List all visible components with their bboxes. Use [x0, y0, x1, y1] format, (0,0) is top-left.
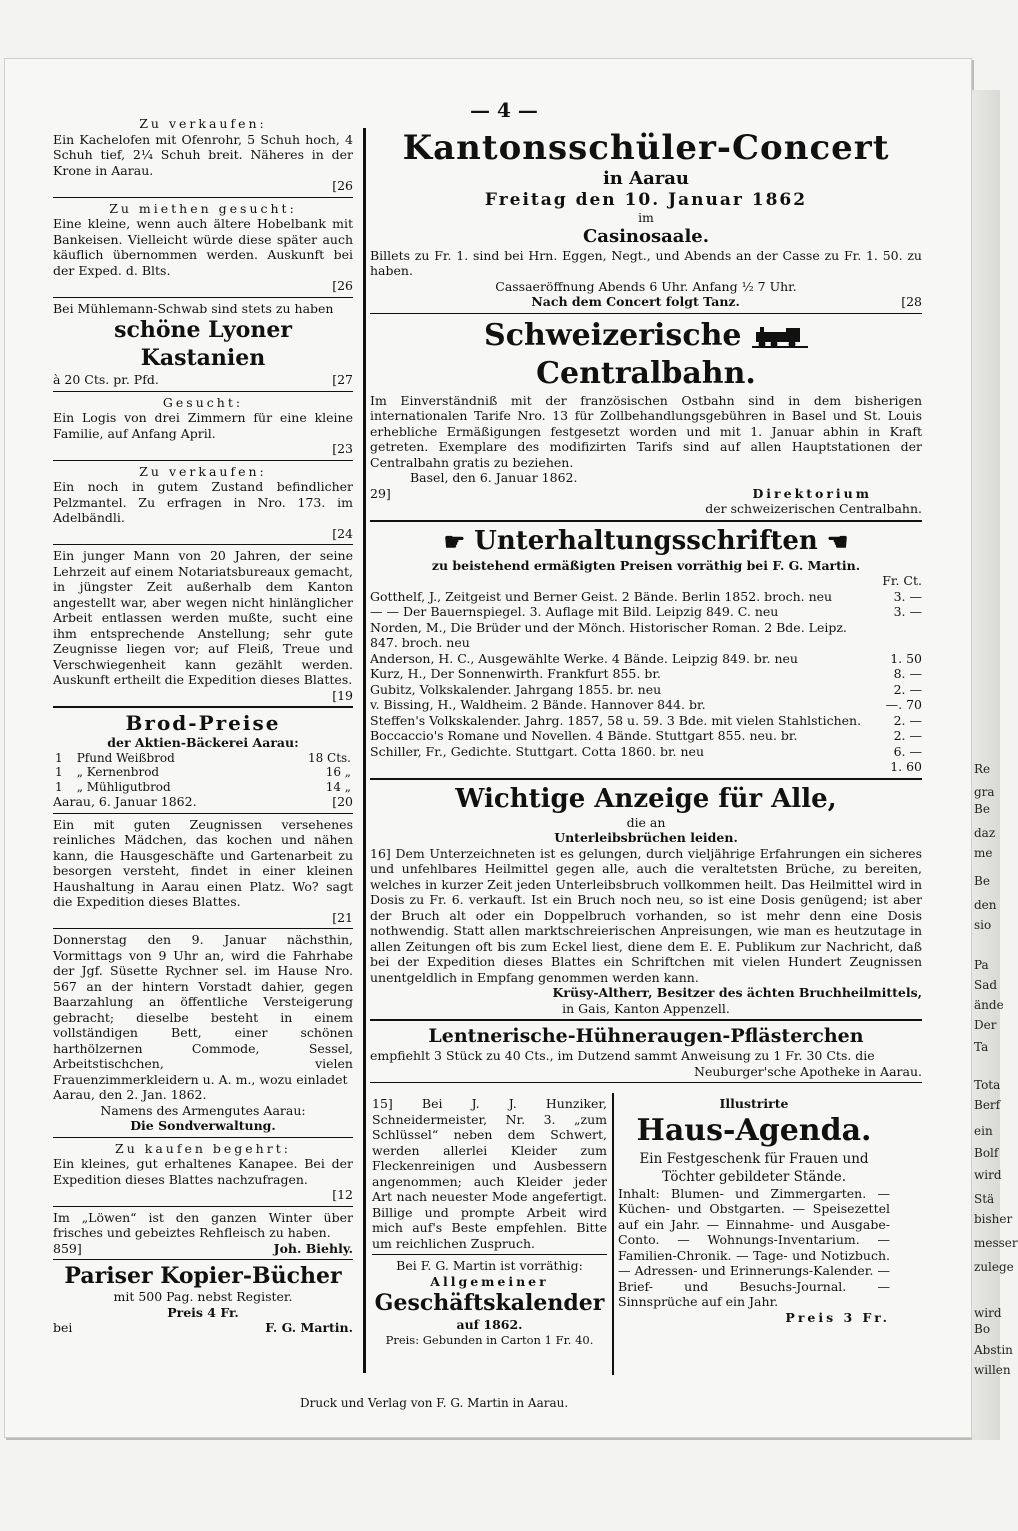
book-title: Norden, M., Die Brüder und der Mönch. Historischer Roman. 2 Bde. Leipz. 847. broch. neu: [370, 619, 847, 650]
book-list: [370, 589, 922, 775]
concert-title: Kantonsschüler-Concert: [402, 128, 890, 168]
adjacent-page-word: ände: [974, 998, 1004, 1012]
bread-price-row: [53, 765, 353, 780]
book-item: [370, 666, 922, 682]
ad-number: 859]: [53, 1240, 82, 1256]
railway-title-right: Centralbahn.: [536, 355, 756, 391]
bread-price-cell: 1: [55, 750, 63, 765]
notice-signature-place: in Gais, Kanton Appenzell.: [562, 1000, 730, 1016]
book-price: 6. —: [893, 743, 922, 759]
ad-heading: Zu miethen gesucht:: [109, 200, 297, 216]
notice-signature: Krüsy-Altherr, Besitzer des ächten Bruchheilmittels,: [552, 985, 922, 1000]
book-title: Gotthelf, J., Zeitgeist und Berner Geist. 2 Bände. Berlin 1852. broch. neu: [370, 588, 833, 604]
adjacent-page-word: wird: [974, 1306, 1002, 1320]
book-title: Boccaccio's Romane und Novellen. 4 Bände. Stuttgart 855. neu. br.: [370, 728, 798, 743]
adjacent-page-word: Tota: [974, 1078, 1001, 1092]
ad-number: [19: [332, 687, 353, 703]
ad-number: [28: [901, 294, 922, 309]
book-item: [370, 620, 922, 651]
ad-text: Donnerstag den 9. Januar nächsthin, Vormittags von 9 Uhr an, wird die Fahrhabe der Jgf. Süsette Rychner sel. im Hause Nro. 567 an der hintern Vorstadt dahier, gegen Baarzahlung an öffentliche Versteigerung gebracht; dieselbe besteht in einem vollständigen Bett, einer schönen harthölzernen Commode, Sessel, Arbeitstischchen, vielen Frauenzimmerkleidern u. A. m., wozu einladet: [53, 932, 353, 1087]
ad-number: 29]: [370, 485, 391, 501]
book-price: 1. 60: [890, 759, 922, 774]
adjacent-page-word: den: [974, 898, 997, 912]
book-item: [370, 744, 922, 760]
ad-number: [12: [332, 1187, 353, 1202]
concert-hall: Casinosaale.: [582, 225, 710, 247]
book-item: [370, 713, 922, 729]
book-item: [370, 759, 922, 775]
page-number: — 4 —: [470, 98, 538, 122]
concert-place: in Aarau: [602, 168, 690, 189]
ad-text: à 20 Cts. pr. Pfd.: [53, 372, 159, 387]
bread-price-cell: „ Kernenbrod: [76, 765, 160, 779]
notice-subtitle: Unterleibsbrüchen leiden.: [554, 830, 738, 845]
ad-text: Ein mit guten Zeugnissen versehenes reinliches Mädchen, das kochen und nähen kann, die Hausgeschäfte und Gartenarbeit zu besorgen versteht, findet in einer kleinen Haushaltung in Aarau einen Platz. Wo? sagt die Expedition dieses Blattes.: [53, 816, 353, 909]
book-price: 2. —: [893, 712, 922, 728]
tailor-text: 15] Bei J. J. Hunziker, Schneidermeister, Nr. 3. „zum Schlüssel“ neben dem Schwert, werden allerlei Kleider zum Fleckenreinigen und Ausbessern angenommen; auch Kleider jeder Art nach neuester Mode angefertigt. Billige und prompte Arbeit wird mich auf's Beste empfehlen. Bitte um reichlichen Zuspruch.: [372, 1096, 607, 1251]
agenda-title: Haus-Agenda.: [636, 1112, 872, 1148]
ad-number: [23: [332, 441, 353, 456]
bread-price-cell: Pfund Weißbrod: [76, 750, 175, 765]
book-title: Kurz, H., Der Sonnenwirth. Frankfurt 855. br.: [370, 666, 661, 681]
book-title: Steffen's Volkskalender. Jahrg. 1857, 58 u. 59. 3 Bde. mit vielen Stahlstichen.: [370, 712, 862, 728]
bread-price-table: [53, 751, 353, 795]
book-title: Schiller, Fr., Gedichte. Stuttgart. Cotta 1860. br. neu: [370, 743, 705, 759]
bread-price-cell: 1: [55, 765, 63, 779]
ad-heading: Zu kaufen begehrt:: [115, 1140, 291, 1156]
ad-text: Ein junger Mann von 20 Jahren, der seine Lehrzeit auf einem Notariatsbureaux gemacht, in jüngster Zeit außerhalb dem Kanton angestellt war, aber wegen nicht hinlänglicher Arbeit entlassen werden mußte, sucht eine ihm entsprechende Anstellung; sehr gute Zeugnisse liegen vor; auf Fleiß, Treue und Verschwiegenheit kann gezählt werden. Auskunft ertheilt die Expedition dieses Blattes.: [53, 548, 353, 687]
railway-title-left: Schweizerische: [484, 317, 742, 353]
bread-price-cell: 16 „: [325, 765, 351, 779]
ad-heading: Zu verkaufen:: [139, 463, 267, 479]
adjacent-page-word: Re: [974, 762, 991, 776]
book-item: [370, 697, 922, 713]
notice-title: Wichtige Anzeige für Alle,: [455, 783, 837, 814]
ad-headline: Pariser Kopier-Bücher: [64, 1263, 342, 1289]
book-title: Gubitz, Volkskalender. Jahrgang 1855. br. neu: [370, 681, 662, 697]
agenda-ad: [618, 1096, 890, 1325]
ad-text: Eine kleine, wenn auch ältere Hobelbank mit Bankeisen. Vielleicht würde diese später auch käuflich übernommen werden. Auskunft bei der Exped. d. Blts.: [53, 216, 353, 278]
notice-text: 16] Dem Unterzeichneten ist es gelungen, durch vieljährige Erfahrungen ein sicheres und unfehlbares Heilmittel gegen alle, auch die veraltetsten Brüche, zu bereiten, welches in kurzer Zeit jeden Unterleibsbruch vollkommen heilt. Das Heilmittel wird in Dosis zu Fr. 6. verkauft. Ist ein Bruch noch neu, so ist eine Dosis genügend; ist aber der Bruch alt oder ein Doppelbruch vorhanden, so ist mehr denn eine Dosis nothwendig. Statt allen marktschreierischen Anpreisungen, wie man es heutzutage in allen Zeitungen oft bis zum Eckel liest, diene dem E. E. Publikum zur Nachricht, daß bei der Expedition dieses Blattes ein Schriftchen mit vielen Hundert Zeugnissen unentgeldlich in Empfang genommen werden kann.: [370, 845, 922, 985]
adjacent-page-word: willen: [974, 1363, 1011, 1377]
ad-signature: Die Sondverwaltung.: [130, 1118, 276, 1133]
tailor-ad: [372, 1096, 607, 1348]
book-item: [370, 604, 922, 620]
concert-time: Cassaeröffnung Abends 6 Uhr. Anfang ½ 7 Uhr.: [495, 278, 797, 294]
adjacent-page-word: Pa: [974, 958, 989, 972]
adjacent-page-word: Be: [974, 802, 990, 816]
book-price: 3. —: [893, 588, 922, 604]
ad-number: [20: [332, 794, 353, 809]
ad-price: Preis 4 Fr.: [167, 1304, 239, 1320]
book-price: 2. —: [893, 681, 922, 697]
railway-title: [370, 317, 922, 393]
adjacent-page-word: Ta: [974, 1040, 989, 1054]
bread-price-cell: „ Mühligutbrod: [76, 779, 171, 794]
book-title: — — Der Bauernspiegel. 3. Auflage mit Bild. Leipzig 849. C. neu: [370, 604, 779, 619]
ad-text: Ein noch in gutem Zustand befindlicher Pelzmantel. Zu erfragen in Nro. 173. im Adelbändli.: [53, 479, 353, 525]
agenda-subtitle: Ein Festgeschenk für Frauen und Töchter gebildeter Stände.: [639, 1150, 869, 1185]
ad-text: Ein Kachelofen mit Ofenrohr, 5 Schuh hoch, 4 Schuh tief, 2¼ Schuh breit. Näheres in der Krone in Aarau.: [53, 131, 353, 178]
books-price-unit: Fr. Ct.: [882, 573, 922, 588]
adjacent-page-word: ein: [974, 1124, 993, 1138]
agenda-contents: Inhalt: Blumen- und Zimmergarten. — Küchen- und Obstgarten. — Speisezettel auf ein Jahr. — Einnahme- und Ausgabe-Conto. — Wohnungs-Inventarium. — Familien-Chronik. — Tage- und Notizbuch. — Adressen- und Erinnerungs-Kalender. — Brief- und Besuchs-Journal. — Sinnsprüche auf ein Jahr.: [618, 1185, 890, 1309]
ad-text: bei: [53, 1320, 73, 1335]
book-price: 1. 50: [890, 650, 922, 666]
ad-text: Im „Löwen“ ist den ganzen Winter über frisches und gebeiztes Rehfleisch zu haben.: [53, 1209, 353, 1240]
book-price: 2. —: [893, 728, 922, 743]
adjacent-page-word: Be: [974, 874, 990, 888]
ad-date: Aarau, den 2. Jan. 1862.: [53, 1087, 207, 1102]
corn-plaster-text: empfiehlt 3 Stück zu 40 Cts., im Dutzend sammt Anweisung zu 1 Fr. 30 Cts. die: [370, 1048, 875, 1063]
ad-signature: Joh. Biehly.: [273, 1240, 353, 1256]
books-subtitle: zu beistehend ermäßigten Preisen vorräthig bei F. G. Martin.: [431, 557, 861, 573]
calendar-label: Allgemeiner: [430, 1273, 549, 1289]
locomotive-icon: [752, 326, 808, 348]
bread-prices-subtitle: der Aktien-Bäckerei Aarau:: [107, 735, 299, 750]
book-title: Anderson, H. C., Ausgewählte Werke. 4 Bände. Leipzig 849. br. neu: [370, 650, 798, 666]
ad-number: [24: [332, 525, 353, 541]
adjacent-page-word: sio: [974, 918, 992, 932]
concert-date: Freitag den 10. Januar 1862: [484, 190, 808, 210]
calendar-price: Preis: Gebunden in Carton 1 Fr. 40.: [385, 1332, 594, 1347]
adjacent-page-word: Abstin: [974, 1343, 1013, 1357]
adjacent-page-word: daz: [974, 826, 996, 840]
agenda-heading: Illustrirte: [719, 1096, 789, 1111]
book-title: v. Bissing, H., Waldheim. 2 Bände. Hannover 844. br.: [370, 697, 706, 712]
ad-heading: Gesucht:: [162, 394, 244, 410]
concert-im: im: [638, 210, 654, 225]
book-item: [370, 728, 922, 744]
book-price: 3. —: [893, 604, 922, 619]
ad-heading: Zu verkaufen:: [139, 116, 267, 131]
adjacent-page-word: me: [974, 846, 993, 860]
calendar-year: auf 1862.: [456, 1317, 523, 1332]
ad-signature: F. G. Martin.: [265, 1320, 353, 1335]
ad-text: Bei Mühlemann-Schwab sind stets zu haben: [53, 300, 334, 316]
adjacent-page-word: Berf: [974, 1098, 1001, 1112]
adjacent-page-word: Sad: [974, 978, 998, 992]
adjacent-page-word: Der: [974, 1018, 997, 1032]
concert-dance: Nach dem Concert folgt Tanz.: [531, 294, 740, 309]
calendar-title: Geschäftskalender: [374, 1290, 605, 1316]
left-column: [53, 116, 353, 1386]
book-price: [874, 620, 922, 651]
ad-headline: schöne Lyoner Kastanien: [114, 317, 292, 371]
pointing-hand-right-icon: ☛: [443, 526, 466, 556]
ad-number: [26: [332, 178, 353, 193]
book-title: [370, 759, 874, 775]
railway-signature-sub: der schweizerischen Centralbahn.: [705, 501, 922, 516]
books-title: [370, 525, 922, 558]
book-item: [370, 682, 922, 698]
corn-plaster-signature: Neuburger'sche Apotheke in Aarau.: [694, 1063, 922, 1079]
ad-text: Ein Logis von drei Zimmern für eine kleine Familie, auf Anfang April.: [53, 410, 353, 441]
book-item: [370, 651, 922, 667]
bread-price-row: [53, 780, 353, 795]
column-divider: [612, 1093, 614, 1375]
ad-date: Aarau, 6. Januar 1862.: [53, 794, 197, 809]
adjacent-page-word: Bolf: [974, 1146, 999, 1160]
railway-date: Basel, den 6. Januar 1862.: [410, 470, 578, 485]
adjacent-page-word: zulege: [974, 1260, 1014, 1274]
ad-text: mit 500 Pag. nebst Register.: [113, 1289, 293, 1304]
railway-text: Im Einverständniß mit der französischen Ostbahn sind in dem bisherigen internationalen Tarife Nro. 13 für Zollbehandlungsgebühren in Basel und St. Louis erhebliche Ermäßigungen festgesetzt worden und mit 1. Januar abhin in Kraft getreten. Exemplare des modifizirten Tarifs sind auf allen Hauptstationen der Centralbahn gratis zu beziehen.: [370, 392, 922, 470]
book-price: —. 70: [885, 697, 922, 712]
ad-number: [27: [332, 372, 353, 387]
adjacent-page-word: bisher: [974, 1212, 1013, 1226]
bread-prices-title: Brod-Preise: [125, 711, 281, 735]
notice-die-an: die an: [626, 814, 666, 830]
concert-tickets: Billets zu Fr. 1. sind bei Hrn. Eggen, Negt., und Abends an der Casse zu Fr. 1. 50. zu haben.: [370, 247, 922, 278]
adjacent-page-word: Bo: [974, 1322, 991, 1336]
books-title-text: Unterhaltungsschriften: [474, 525, 818, 556]
book-item: [370, 589, 922, 605]
calendar-intro: Bei F. G. Martin ist vorräthig:: [396, 1258, 583, 1273]
ad-signature: Namens des Armengutes Aarau:: [100, 1102, 306, 1118]
agenda-price: Preis 3 Fr.: [785, 1309, 890, 1325]
pointing-hand-left-icon: ☚: [826, 526, 849, 556]
bread-price-cell: 1: [55, 779, 63, 794]
ad-text: Ein kleines, gut erhaltenes Kanapee. Bei der Expedition dieses Blattes nachzufragen.: [53, 1156, 353, 1187]
bread-price-cell: 18 Cts.: [307, 750, 351, 765]
ad-number: [26: [332, 278, 353, 293]
corn-plaster-title: Lentnerische-Hühneraugen-Pflästerchen: [428, 1025, 864, 1047]
railway-signature: Direktorium: [752, 485, 872, 501]
adjacent-page-word: Stä: [974, 1192, 995, 1206]
bread-price-cell: 14 „: [325, 779, 351, 794]
book-price: 8. —: [893, 666, 922, 681]
imprint: Druck und Verlag von F. G. Martin in Aarau.: [300, 1396, 569, 1410]
adjacent-page-word: messer: [974, 1236, 1018, 1250]
adjacent-page-word: gra: [974, 785, 995, 799]
ad-number: [21: [332, 909, 353, 925]
bread-price-row: [53, 751, 353, 766]
adjacent-page-word: wird: [974, 1168, 1002, 1182]
